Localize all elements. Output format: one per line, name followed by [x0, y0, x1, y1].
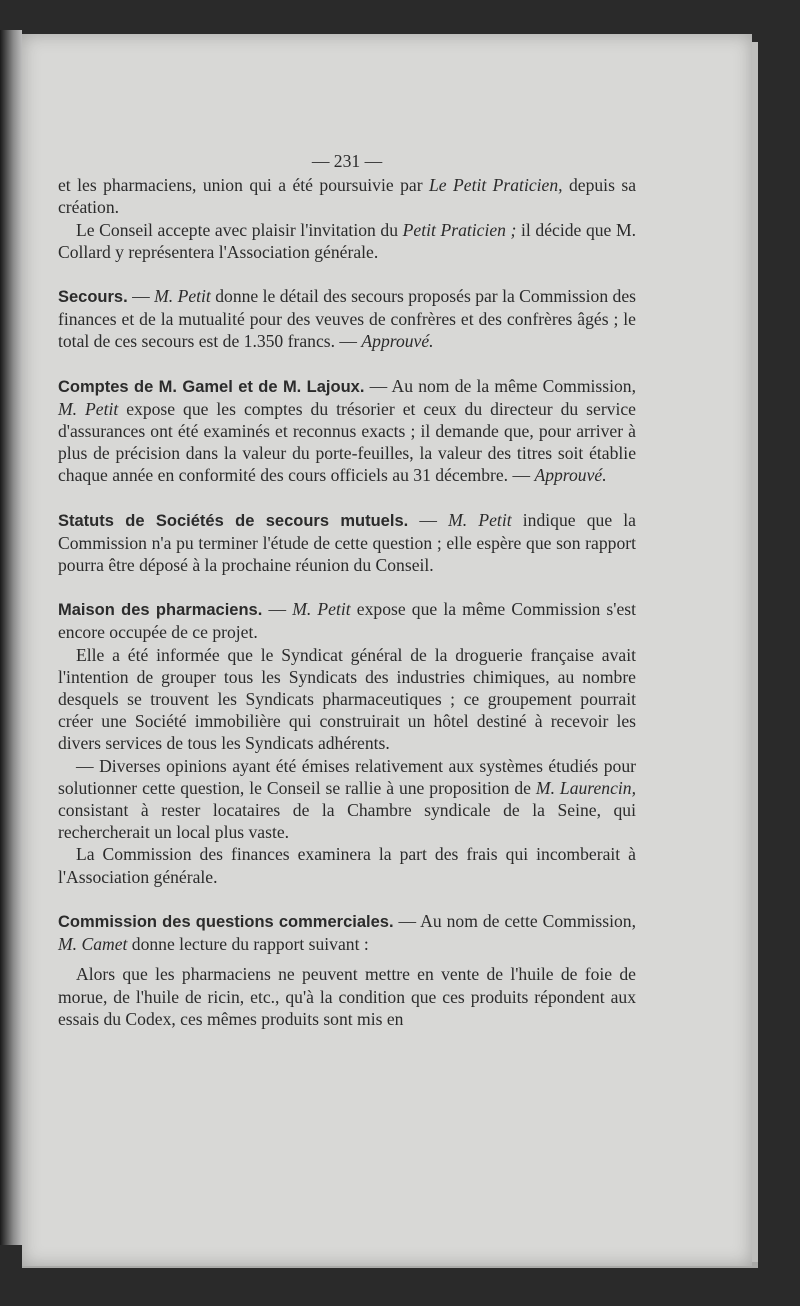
person-name: M. Camet	[58, 934, 128, 955]
conseil-paragraph	[58, 219, 636, 263]
secours-section	[58, 285, 636, 353]
maison-text: expose que la même Commission s'est encore occupée de ce projet.	[58, 599, 636, 643]
person-name: M. Petit	[292, 599, 351, 620]
facing-page-edge	[0, 30, 22, 1245]
person-name: M. Laurencin,	[535, 777, 636, 798]
approved-label: Approuvé.	[534, 465, 607, 486]
person-name: M. Petit	[154, 286, 211, 307]
commission-text: — Au nom de cette Commission,	[393, 910, 636, 931]
approved-label: Approuvé.	[361, 331, 434, 352]
commission-section	[58, 910, 636, 955]
maison-paragraph-3	[58, 755, 636, 844]
statuts-heading: Statuts de Sociétés de secours mutuels.	[58, 511, 409, 530]
comptes-section	[58, 375, 636, 487]
comptes-text: — Au nom de la même Commission,	[364, 375, 636, 396]
secours-text: donne le détail des secours proposés par la Commission des finances et de la mutualité pour des veuves de confrères et des confrères âgés ; le total de ces secours est de 1.350 francs. —	[58, 286, 636, 352]
page-number: — 231 —	[311, 151, 383, 171]
page-text	[58, 150, 636, 1030]
conseil-text: Le Conseil accepte avec plaisir l'invitation du	[76, 219, 399, 240]
maison-paragraph-4: La Commission des finances examinera la part des frais qui incomberait à l'Association générale.	[58, 844, 636, 887]
comptes-text-2: expose que les comptes du trésorier et ceux du directeur du service d'assurances ont été examinés et reconnus exacts ; il demande que, pour arriver à plus de précision dans la valeur du porte-feuilles, la valeur des titres soit établie chaque année en conformité des cours officiels au 31 décembre. —	[58, 398, 636, 486]
secours-heading: Secours.	[58, 288, 128, 307]
alors-paragraph: Alors que les pharmaciens ne peuvent mettre en vente de l'huile de foie de morue, de l'huile de ricin, etc., qu'à la condition que ces produits répondent aux essais du Codex, ces mêmes produits sont mis en	[58, 964, 636, 1029]
page-edge	[752, 42, 758, 1264]
commission-text-2: donne lecture du rapport suivant :	[127, 934, 369, 955]
intro-text-2: depuis sa création.	[58, 175, 636, 218]
dash: —	[127, 286, 155, 307]
person-name: M. Petit	[448, 509, 512, 530]
maison-heading: Maison des pharmaciens.	[58, 601, 263, 620]
intro-text: et les pharmaciens, union qui a été poursuivie par	[58, 175, 423, 196]
maison-section	[58, 598, 636, 643]
maison-text-3b: consistant à rester locataires de la Chambre syndicale de la Seine, qui rechercherait un local plus vaste.	[58, 800, 636, 843]
statuts-text: indique que la Commission n'a pu terminer l'étude de cette question ; elle espère que son rapport pourra être déposé à la prochaine réunion du Conseil.	[58, 509, 636, 576]
dash: —	[262, 599, 293, 620]
person-name: M. Petit	[58, 398, 119, 419]
journal-title: Le Petit Praticien,	[429, 175, 563, 196]
conseil-text-2: il décide que M. Collard y représentera l'Association générale.	[58, 219, 637, 262]
intro-paragraph	[58, 174, 636, 218]
statuts-section	[58, 509, 636, 577]
comptes-heading: Comptes de M. Gamel et de M. Lajoux.	[58, 377, 365, 396]
maison-text-3: — Diverses opinions ayant été émises relativement aux systèmes étudiés pour solutionner cette question, le Conseil se rallie à une proposition de	[58, 755, 636, 798]
commission-heading: Commission des questions commerciales.	[58, 912, 394, 931]
dash: —	[408, 509, 449, 530]
journal-title-2: Petit Praticien ;	[402, 219, 517, 240]
maison-paragraph-2: Elle a été informée que le Syndicat général de la droguerie française avait l'intention de grouper tous les Syndicats des industries chimiques, au nombre desquels se trouvent les Syndicats pharmaceutiques ; ce groupement pourrait créer une Société immobilière qui construirait un hôtel destiné à recevoir les divers services de tous les Syndicats adhérents.	[58, 644, 636, 754]
